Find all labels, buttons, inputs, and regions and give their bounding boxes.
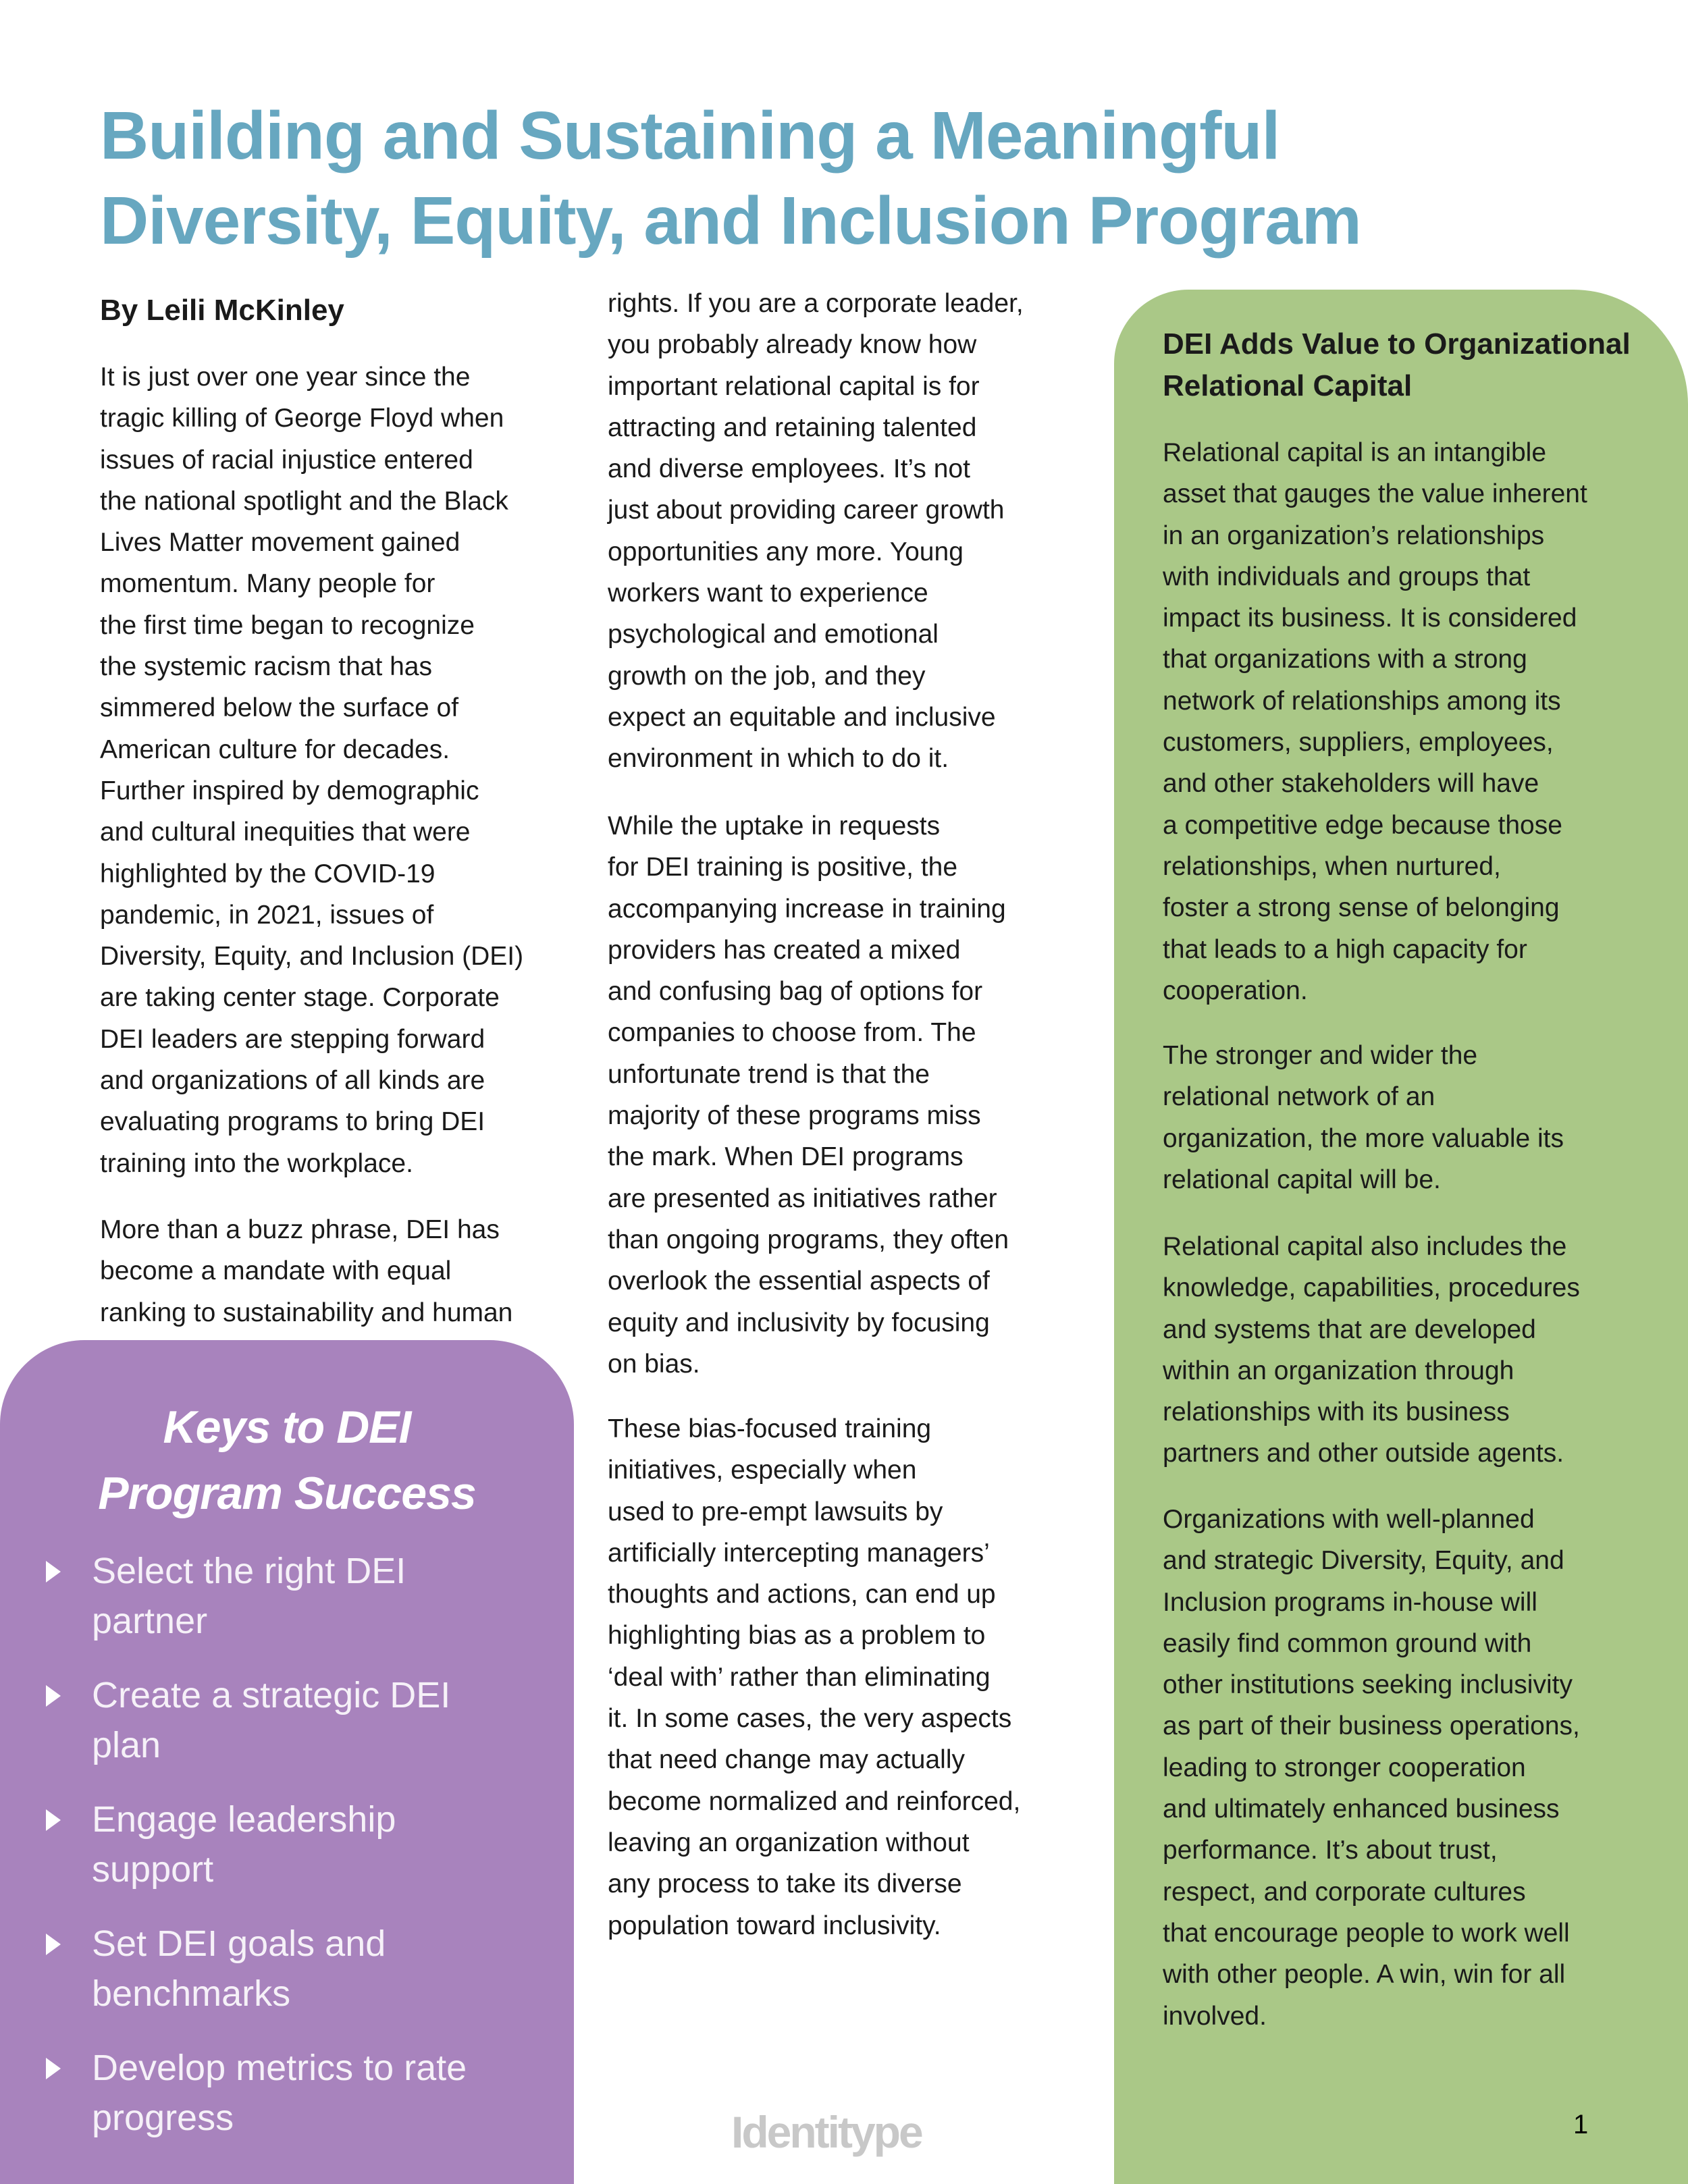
text-line: customers, suppliers, employees, xyxy=(1163,728,1554,757)
keys-item-text: plan xyxy=(92,1725,161,1765)
text-line: that organizations with a strong xyxy=(1163,645,1527,674)
text-line: growth on the job, and they xyxy=(608,661,926,691)
text-line: thoughts and actions, can end up xyxy=(608,1580,996,1609)
text-line: More than a buzz phrase, DEI has xyxy=(100,1215,500,1244)
keys-item-text: support xyxy=(92,1849,214,1890)
text-line: foster a strong sense of belonging xyxy=(1163,893,1560,923)
text-line: cooperation. xyxy=(1163,976,1308,1005)
text-line: Further inspired by demographic xyxy=(100,776,479,805)
keys-list-item xyxy=(0,1919,574,2043)
triangle-bullet-icon xyxy=(46,1561,61,1582)
sidebar-paragraph xyxy=(1163,1499,1580,2037)
text-line: companies to choose from. The xyxy=(608,1018,976,1048)
text-line: and diverse employees. It’s not xyxy=(608,454,970,484)
triangle-bullet-icon xyxy=(46,1685,61,1707)
keys-item-text: Create a strategic DEI xyxy=(92,1675,451,1715)
text-line: simmered below the surface of xyxy=(100,693,459,723)
keys-list-item xyxy=(0,2043,574,2167)
text-line: and other stakeholders will have xyxy=(1163,769,1539,799)
text-line: These bias-focused training xyxy=(608,1414,932,1443)
sidebar-heading-line: Relational Capital xyxy=(1163,369,1413,402)
text-line: While the uptake in requests xyxy=(608,811,941,841)
body-paragraph xyxy=(608,805,1009,1385)
text-line: and systems that are developed xyxy=(1163,1314,1536,1344)
text-line: ‘deal with’ rather than eliminating xyxy=(608,1662,991,1692)
text-line: accompanying increase in training xyxy=(608,894,1006,924)
text-line: involved. xyxy=(1163,2001,1267,2031)
text-line: relational capital will be. xyxy=(1163,1165,1441,1194)
text-line: It is just over one year since the xyxy=(100,363,471,392)
text-line: population toward inclusivity. xyxy=(608,1911,941,1940)
text-line: on bias. xyxy=(608,1349,700,1379)
text-line: the first time began to recognize xyxy=(100,610,475,640)
text-line: a competitive edge because those xyxy=(1163,810,1562,840)
text-line: training into the workplace. xyxy=(100,1148,413,1178)
text-line: opportunities any more. Young xyxy=(608,537,964,566)
text-line: that leads to a high capacity for xyxy=(1163,934,1527,964)
keys-item-text: benchmarks xyxy=(92,1973,291,2014)
text-line: partners and other outside agents. xyxy=(1163,1439,1564,1468)
identitype-logo: Identitype xyxy=(731,2107,922,2157)
keys-item-text: Engage leadership xyxy=(92,1799,396,1840)
text-line: within an organization through xyxy=(1163,1356,1514,1385)
text-line: and strategic Diversity, Equity, and xyxy=(1163,1546,1564,1576)
triangle-bullet-icon xyxy=(46,1809,61,1831)
text-line: are taking center stage. Corporate xyxy=(100,983,500,1013)
text-line: leaving an organization without xyxy=(608,1828,970,1857)
text-line: that need change may actually xyxy=(608,1745,966,1775)
text-line: used to pre-empt lawsuits by xyxy=(608,1497,943,1526)
byline: By Leili McKinley xyxy=(100,294,344,327)
sidebar-heading-line: DEI Adds Value to Organizational xyxy=(1163,327,1631,361)
keys-heading xyxy=(0,1394,574,1526)
text-line: highlighted by the COVID-19 xyxy=(100,859,436,888)
text-line: are presented as initiatives rather xyxy=(608,1183,997,1213)
text-line: psychological and emotional xyxy=(608,620,939,649)
text-line: become normalized and reinforced, xyxy=(608,1786,1021,1816)
text-line: the systemic racism that has xyxy=(100,652,432,682)
keys-list xyxy=(0,1546,574,2167)
text-line: The stronger and wider the xyxy=(1163,1041,1478,1070)
text-line: attracting and retaining talented xyxy=(608,412,977,442)
title-line: Diversity, Equity, and Inclusion Program xyxy=(100,183,1361,259)
title-line: Building and Sustaining a Meaningful xyxy=(100,98,1280,174)
text-line: leading to stronger cooperation xyxy=(1163,1753,1526,1782)
text-line: network of relationships among its xyxy=(1163,686,1561,716)
text-line: initiatives, especially when xyxy=(608,1456,917,1485)
sidebar-paragraph xyxy=(1163,1226,1580,1474)
text-line: DEI leaders are stepping forward xyxy=(100,1024,485,1054)
text-line: the mark. When DEI programs xyxy=(608,1142,964,1172)
text-line: American culture for decades. xyxy=(100,735,450,764)
keys-item-text: Select the right DEI xyxy=(92,1551,406,1591)
text-line: majority of these programs miss xyxy=(608,1101,981,1131)
text-line: overlook the essential aspects of xyxy=(608,1267,990,1296)
text-line: Organizations with well-planned xyxy=(1163,1505,1535,1534)
text-line: that encourage people to work well xyxy=(1163,1918,1570,1948)
text-line: it. In some cases, the very aspects xyxy=(608,1704,1012,1734)
text-line: any process to take its diverse xyxy=(608,1869,962,1899)
sidebar-paragraph xyxy=(1163,432,1587,1011)
keys-item-text: Set DEI goals and xyxy=(92,1923,386,1964)
triangle-bullet-icon xyxy=(46,2058,61,2079)
text-line: other institutions seeking inclusivity xyxy=(1163,1670,1573,1700)
keys-heading-line: Keys to DEI xyxy=(163,1402,411,1453)
text-line: workers want to experience xyxy=(608,579,928,608)
keys-list-item xyxy=(0,1546,574,1670)
text-line: for DEI training is positive, the xyxy=(608,853,958,882)
text-line: highlighting bias as a problem to xyxy=(608,1621,986,1651)
text-line: relational network of an xyxy=(1163,1082,1435,1112)
article-title xyxy=(100,93,1361,263)
text-line: environment in which to do it. xyxy=(608,744,949,774)
text-line: relationships with its business xyxy=(1163,1397,1510,1427)
text-line: impact its business. It is considered xyxy=(1163,604,1577,633)
text-line: rights. If you are a corporate leader, xyxy=(608,289,1024,318)
keys-item-text: partner xyxy=(92,1601,208,1641)
text-line: issues of racial injustice entered xyxy=(100,445,473,475)
text-line: as part of their business operations, xyxy=(1163,1711,1580,1741)
text-line: Diversity, Equity, and Inclusion (DEI) xyxy=(100,942,524,971)
text-line: the national spotlight and the Black xyxy=(100,486,508,516)
body-paragraph xyxy=(608,283,1024,780)
text-line: performance. It’s about trust, xyxy=(1163,1836,1498,1865)
keys-list-item xyxy=(0,1794,574,1919)
text-line: providers has created a mixed xyxy=(608,935,961,965)
text-line: Lives Matter movement gained xyxy=(100,528,460,558)
text-line: artificially intercepting managers’ xyxy=(608,1538,990,1568)
text-line: than ongoing programs, they often xyxy=(608,1225,1009,1254)
text-line: and organizations of all kinds are xyxy=(100,1066,485,1096)
text-line: relationships, when nurtured, xyxy=(1163,851,1501,881)
sidebar-paragraph xyxy=(1163,1035,1564,1200)
text-line: you probably already know how xyxy=(608,330,977,360)
text-line: with other people. A win, win for all xyxy=(1163,1960,1566,1990)
text-line: become a mandate with equal xyxy=(100,1256,452,1286)
keys-item-text: progress xyxy=(92,2098,234,2138)
text-line: evaluating programs to bring DEI xyxy=(100,1107,485,1137)
text-line: Relational capital is an intangible xyxy=(1163,438,1547,467)
triangle-bullet-icon xyxy=(46,1934,61,1955)
text-line: Inclusion programs in-house will xyxy=(1163,1587,1537,1617)
text-line: unfortunate trend is that the xyxy=(608,1059,930,1089)
text-line: ranking to sustainability and human xyxy=(100,1298,513,1327)
text-line: and cultural inequities that were xyxy=(100,818,471,847)
keys-list-item xyxy=(0,1670,574,1794)
text-line: equity and inclusivity by focusing xyxy=(608,1308,990,1337)
keys-heading-line: Program Success xyxy=(98,1468,476,1519)
body-paragraph xyxy=(608,1408,1020,1946)
text-line: knowledge, capabilities, procedures xyxy=(1163,1273,1580,1303)
text-line: just about providing career growth xyxy=(608,496,1005,525)
text-line: momentum. Many people for xyxy=(100,569,436,599)
text-line: Relational capital also includes the xyxy=(1163,1232,1567,1261)
keys-item-text: Develop metrics to rate xyxy=(92,2048,467,2088)
sidebar-heading xyxy=(1163,323,1631,407)
body-paragraph xyxy=(100,1209,512,1333)
text-line: expect an equitable and inclusive xyxy=(608,702,996,732)
page-number: 1 xyxy=(1573,2110,1589,2139)
text-line: organization, the more valuable its xyxy=(1163,1123,1564,1153)
text-line: and confusing bag of options for xyxy=(608,977,983,1007)
text-line: respect, and corporate cultures xyxy=(1163,1877,1526,1907)
text-line: easily find common ground with xyxy=(1163,1628,1532,1658)
text-line: in an organization’s relationships xyxy=(1163,521,1545,550)
text-line: and ultimately enhanced business xyxy=(1163,1794,1560,1824)
body-paragraph xyxy=(100,356,523,1184)
text-line: with individuals and groups that xyxy=(1163,562,1531,591)
text-line: important relational capital is for xyxy=(608,371,980,401)
text-line: pandemic, in 2021, issues of xyxy=(100,900,434,930)
text-line: tragic killing of George Floyd when xyxy=(100,404,504,433)
text-line: asset that gauges the value inherent xyxy=(1163,479,1587,509)
